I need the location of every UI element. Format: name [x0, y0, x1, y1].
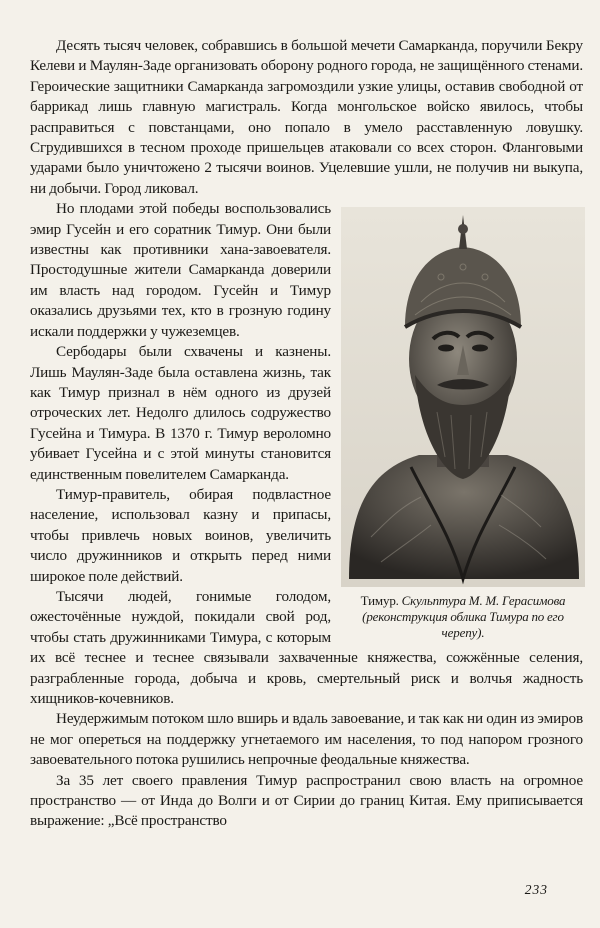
body-text	[30, 36, 583, 832]
page-number: 233	[524, 882, 548, 897]
paragraph-4: Тимур-правитель, обирая подвластное население, использовал казну и припасы, чтобы привлечь новых воинов, увеличить число дружинников и открыть перед ними широкое поле действий.	[30, 485, 331, 585]
caption-italic: Скульптура М. М. Герасимова (реконструкция облика Тимура по его черепу).	[362, 593, 566, 641]
paragraph-3: Сербодары были схвачены и казнены. Лишь Маулян-Заде была оставлена жизнь, так как Тимур признал в нём одного из друзей отроческих лет. Недолго длилось содружество Гусейна и Тимура. В 1370 г. Тимур вероломно убивает Гусейна и с этой минуты становится единственным повелителем Самарканда.	[30, 343, 331, 483]
caption-lead: Тимур.	[360, 593, 402, 609]
paragraph-5: Тысячи людей, гонимые голодом, ожесточённые нуждой, покидали свой род, чтобы стать дружинниками Тимура, с которым их всё теснее и теснее связывали захваченные княжества, сожжённые селения, разграбленные города, добыча и кровь, смертельный риск и волчья жадность хищников-кочевников.	[30, 587, 583, 707]
paragraph-7: За 35 лет своего правления Тимур распространил свою власть на огромное пространство — от Инда до Волги и от Сирии до границ Китая. Ему приписывается выражение: „Всё пространство	[30, 771, 583, 830]
paragraph-1: Десять тысяч человек, собравшись в большой мечети Самарканда, поручили Бекру Келеви и Маулян-Заде организовать оборону родного города, не защищённого стенами. Героические защитники Самарканда загромоздили узкие улицы, оставив свободной от баррикад лишь главную магистраль. Когда монгольское войско явилось, чтобы расправиться с повстанцами, оно попало в умело расставленную ловушку. Сгрудившихся в тесном проходе пришельцев атаковали со всех сторон. Фланговыми ударами было уничтожено 2 тысячи воинов. Уцелевшие ушли, не получив ни выкупа, ни добычи. Город ликовал.	[30, 37, 583, 197]
timur-bust-image	[341, 207, 585, 587]
paragraph-6: Неудержимым потоком шло вширь и вдаль завоевание, и так как ни один из эмиров не мог опереться на поддержку угнетаемого им населения, то под напором грозного завоевательного потока рушились непрочные феодальные княжества.	[30, 710, 583, 769]
figure-caption	[341, 587, 585, 641]
figure	[341, 199, 585, 641]
paragraph-2: Но плодами этой победы воспользовались эмир Гусейн и его соратник Тимур. Они были известны как противники хана-завоевателя. Простодушные жители Самарканда доверили им власть над городом. Гусейн и Тимур оказались друзьями тех, кто в грозную годину искали поддержки у чужеземцев.	[30, 200, 331, 340]
